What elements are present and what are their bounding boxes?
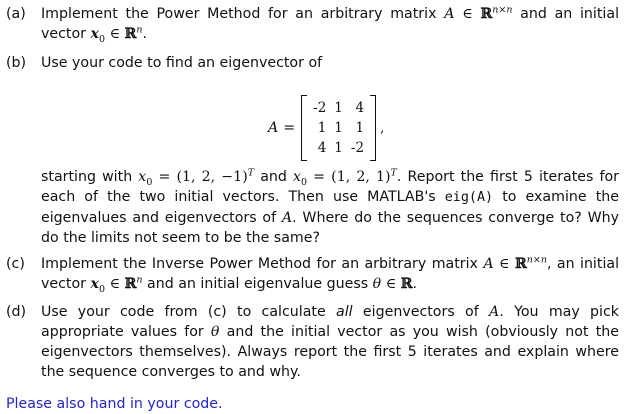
item-b-intro: Use your code to find an eigenvector of (41, 55, 323, 71)
item-c-text: Implement the Inverse Power Method for an arbitrary matrix A ∈ ℝ$^{n\times n}$, an initial vector $x_0$ ∈ ℝ$^n$ and an initial eigenvalue guess θ ∈ ℝ. (41, 254, 620, 295)
matrix-cell: -2 (313, 100, 327, 116)
matrix-row (309, 118, 368, 138)
item-label-a: (a) (6, 6, 26, 22)
matrix-cell: -2 (350, 140, 365, 156)
item-a-text: Implement the Power Method for an arbitrary matrix A ∈ ℝ$^{n\times n}$ and an initial vector $x_0$ ∈ ℝ$^n$. (41, 4, 620, 45)
matrix-A-display (268, 88, 385, 168)
item-label-c: (c) (6, 256, 25, 272)
matrix-name: A (268, 120, 279, 136)
matrix-cell: 4 (317, 140, 327, 156)
matrix-cell: 1 (317, 120, 327, 136)
item-label-b: (b) (6, 55, 27, 71)
item-b-text: starting with $x_0 = (1$, 2, −1)$^T$ and $x_0 = (1$, 2, 1)$^T$. Report the first 5 iterates for each of the two initial vectors. Then use MATLAB's eig(A) to examine the eigenvalues and eigenvectors of A. Where do the sequences converge to? Why do the limits not seem to be the same? (41, 167, 620, 246)
matrix-cell: 4 (355, 100, 365, 116)
matrix-cell: 1 (334, 140, 343, 156)
matrix-cell: 1 (334, 100, 343, 116)
item-label-d: (d) (6, 304, 27, 320)
item-d-text: Use your code from (c) to calculate all eigenvectors of A. You may pick appropriate values for θ and the initial vector as you wish (obviously not the eigenvectors themselves). Always report the first 5 iterates and explain where the sequence converges to and why. (41, 304, 620, 380)
equals-sign: = (283, 120, 296, 136)
footer-note: Please also hand in your code. (6, 396, 223, 412)
matrix-cell: 1 (355, 120, 365, 136)
matrix-comma: , (380, 120, 385, 136)
matrix-row (309, 138, 368, 158)
matrix-A (301, 95, 376, 161)
matrix-cell: 1 (334, 120, 343, 136)
matrix-row (309, 98, 368, 118)
